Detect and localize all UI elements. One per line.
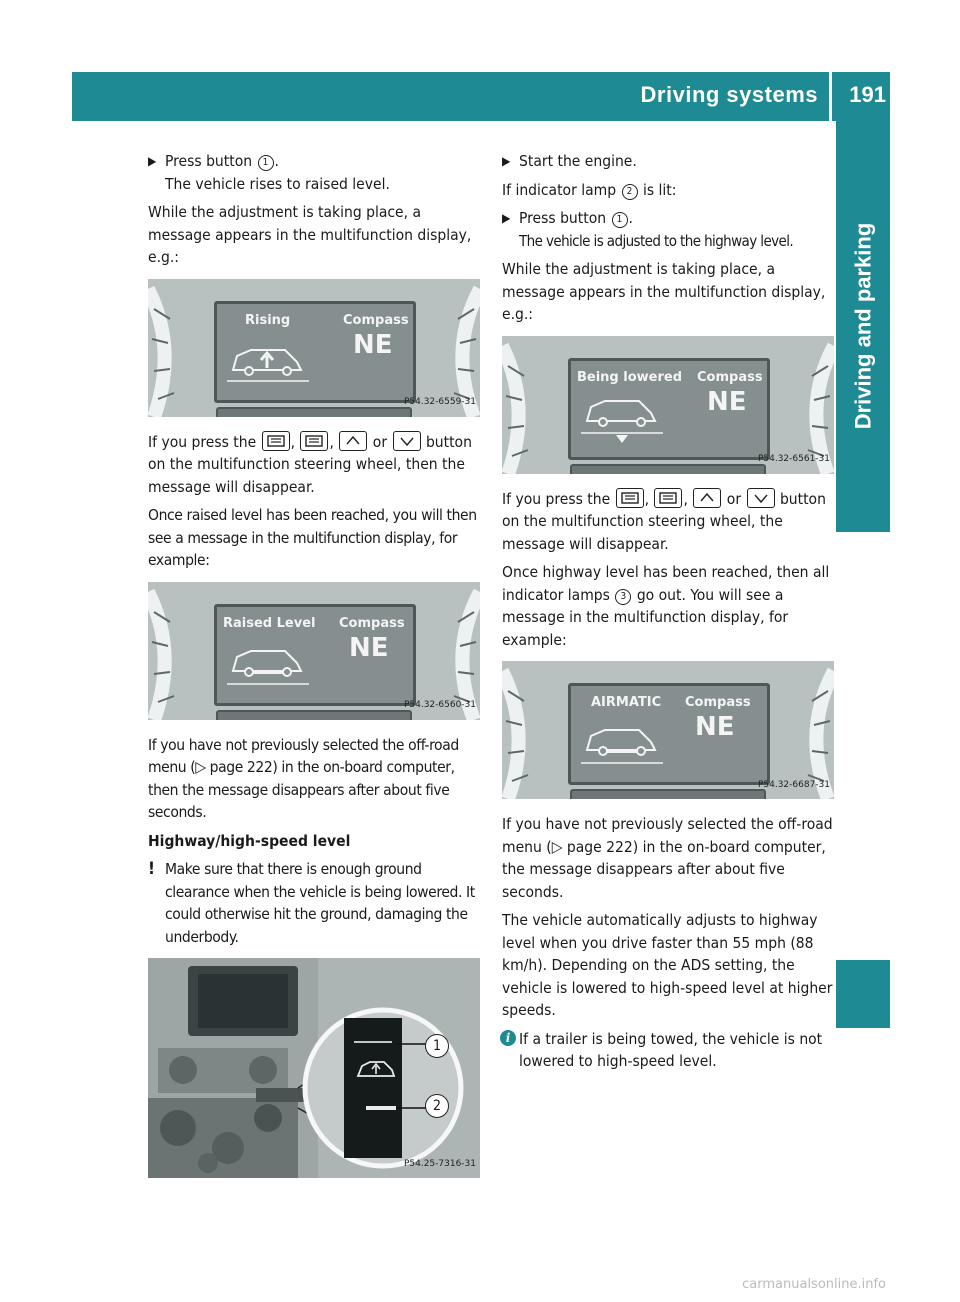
figure-code: P54.32-6560-31 <box>403 700 476 710</box>
step-press-button-1 <box>502 207 836 252</box>
menu-forward-button-icon <box>654 488 682 508</box>
display-lower-bar <box>570 789 766 799</box>
display-lower-bar <box>570 464 766 474</box>
paragraph-auto-adjust: The vehicle automatically adjusts to highway level when you drive faster than 55 mph (88 km/h). Depending on the ADS setting, the vehicle is lowered to high-speed level at higher speeds. <box>502 911 833 1019</box>
console-photo <box>148 958 480 1178</box>
text: is lit: <box>642 180 677 199</box>
step-result: The vehicle rises to raised level. <box>165 174 390 193</box>
side-marker <box>836 960 890 1028</box>
footer-watermark: carmanualsonline.info <box>742 1277 886 1292</box>
display-compass-label: Compass <box>685 695 751 710</box>
paragraph-highway-reached <box>502 561 836 651</box>
vehicle-rising-icon <box>227 338 311 384</box>
step-press-button-1 <box>148 150 482 195</box>
callout-2-icon: 2 <box>622 184 638 200</box>
down-arrow-button-icon <box>393 431 421 451</box>
step-start-engine <box>502 150 836 173</box>
warning-icon: ! <box>148 859 155 879</box>
menu-forward-button-icon <box>300 431 328 451</box>
info-text: If a trailer is being towed, the vehicle is not lowered to high-speed level. <box>519 1029 823 1070</box>
paragraph-press-buttons <box>502 488 836 556</box>
text: go out. You will see a message in the multifunction display, for example: <box>502 585 789 649</box>
side-tab-label-wrap <box>836 120 890 532</box>
display-compass-label: Compass <box>339 615 405 631</box>
step-result: The vehicle is adjusted to the highway level. <box>519 231 794 250</box>
paragraph-adjustment: While the adjustment is taking place, a message appears in the multifunction display, e.g.: <box>148 203 472 266</box>
warning-text: Make sure that there is enough ground clearance when the vehicle is being lowered. It could otherwise hit the ground, damaging the underbody. <box>165 860 475 946</box>
display-compass-value: NE <box>353 329 393 360</box>
display-status-label: AIRMATIC <box>591 695 662 710</box>
paragraph-adjustment: While the adjustment is taking place, a message appears in the multifunction display, e.g.: <box>502 260 826 323</box>
step-end: . <box>274 152 279 170</box>
text: or <box>726 489 742 508</box>
step-text: Start the engine. <box>519 152 637 170</box>
display-lower-bar <box>216 710 412 720</box>
display-screen <box>214 604 416 706</box>
callout-1-icon: 1 <box>425 1034 449 1058</box>
text: button on the multifunction steering wheel, then the message will disappear. <box>148 432 472 496</box>
side-tab-label: Driving and parking <box>850 222 875 430</box>
info-icon: i <box>500 1030 516 1046</box>
step-text: Press button <box>165 152 253 170</box>
paragraph-raised-reached: Once raised level has been reached, you will then see a message in the multifunction display, for example: <box>148 506 477 569</box>
figure-code: P54.25-7316-31 <box>403 1158 476 1169</box>
figure-raised-level <box>148 582 480 720</box>
display-lower-bar <box>216 407 412 417</box>
vehicle-icon <box>581 720 665 766</box>
sep: , <box>644 489 650 508</box>
header-title: Driving systems <box>640 82 818 107</box>
display-compass-label: Compass <box>343 312 409 328</box>
down-arrow-button-icon <box>747 488 775 508</box>
display-screen <box>568 358 770 460</box>
display-status-label: Raised Level <box>223 615 316 631</box>
page-number: 191 <box>849 82 886 107</box>
figure-code: P54.32-6559-31 <box>403 397 476 407</box>
text: If you press the <box>502 489 611 508</box>
step-arrow-icon: ▶ <box>148 154 157 168</box>
right-column <box>502 150 836 1079</box>
text: or <box>372 432 388 451</box>
display-screen <box>214 301 416 403</box>
paragraph-offroad: If you have not previously selected the off-road menu (▷ page 222) in the on-board computer, the message disappears after about five seconds. <box>502 815 833 901</box>
page-header <box>72 72 890 121</box>
figure-code: P54.32-6687-31 <box>757 779 830 790</box>
step-arrow-icon: ▶ <box>502 154 511 168</box>
callout-1-icon: 1 <box>258 155 274 171</box>
warning-note <box>148 858 482 948</box>
text: button on the multifunction steering wheel, the message will disappear. <box>502 489 826 553</box>
figure-rising <box>148 279 480 417</box>
text: If you press the <box>148 432 257 451</box>
up-arrow-button-icon <box>339 431 367 451</box>
display-screen <box>568 683 770 785</box>
step-arrow-icon: ▶ <box>502 211 511 225</box>
paragraph-offroad: If you have not previously selected the off-road menu (▷ page 222) in the on-board computer, then the message disappears after about five seconds. <box>148 735 459 821</box>
display-compass-value: NE <box>695 712 735 742</box>
figure-code: P54.32-6561-31 <box>757 454 830 464</box>
left-column <box>148 150 482 1192</box>
step-end: . <box>628 209 633 227</box>
figure-being-lowered <box>502 336 834 474</box>
paragraph-indicator <box>502 179 836 202</box>
callout-2-icon: 2 <box>425 1094 449 1118</box>
up-arrow-button-icon <box>693 488 721 508</box>
callout-3-icon: 3 <box>615 589 631 605</box>
info-note <box>502 1028 836 1073</box>
figure-console <box>148 958 480 1178</box>
text: If indicator lamp <box>502 180 617 199</box>
header-divider <box>829 72 832 121</box>
callout-1-icon: 1 <box>612 212 628 228</box>
display-status-label: Rising <box>245 312 291 328</box>
display-compass-value: NE <box>707 386 747 417</box>
text: Once highway level has been reached, then all indicator lamps <box>502 563 830 604</box>
paragraph-press-buttons <box>148 431 482 499</box>
sep: , <box>329 432 334 451</box>
sep: , <box>683 489 688 508</box>
vehicle-lowering-icon <box>581 395 665 445</box>
display-status-label: Being lowered <box>577 369 683 385</box>
menu-back-button-icon <box>616 488 644 508</box>
vehicle-icon <box>227 641 311 687</box>
menu-back-button-icon <box>262 431 290 451</box>
step-text: Press button <box>519 209 607 227</box>
section-heading: Highway/high-speed level <box>148 831 351 850</box>
display-compass-value: NE <box>349 632 389 663</box>
sep: , <box>290 432 296 451</box>
display-compass-label: Compass <box>697 369 763 385</box>
figure-airmatic <box>502 661 834 799</box>
